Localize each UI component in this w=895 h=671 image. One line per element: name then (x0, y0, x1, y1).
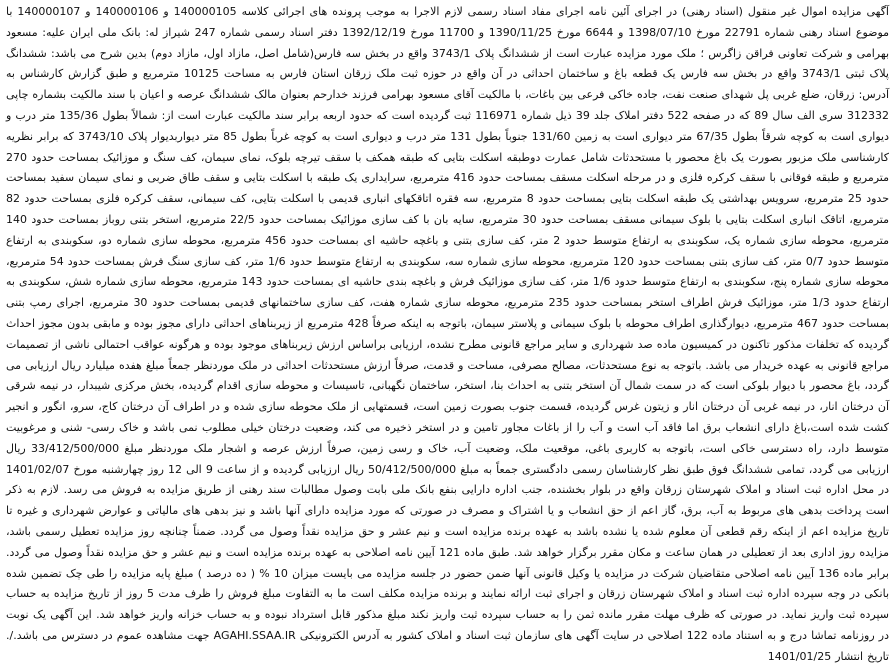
auction-notice-text: آگهی مزایده اموال غیر منقول (اسناد رهنی) در اجرای آئین نامه اجرای مفاد اسناد رسمی لازم الاجرا به موجب پرونده های اجرائی کلاسه 140000105 و 140000106 و 140000107 با موضوع اسناد رهنی شماره 22791 مورخ 1398/07/10 و 6644 مورخ 1390/11/25 و 11700 مورخ 1392/12/19 دفتر اسناد رسمی شماره 247 شیراز له: بانک ملی ایران علیه: مسعود بهرامی و شرکت تعاونی فراقن زاگرس ؛ ملک مورد مزایده عبارت است از ششدانگ پلاک 3743/1 واقع در بخش سه فارس(شامل اصل، مازاد اول، مازاد دوم) بدین شرح می باشد: ششدانگ پلاک ثبتی 3743/1 واقع در بخش سه فارس یک قطعه باغ و ساختمان احداثی در آن واقع در حوزه ثبت ملک زرقان استان فارس به مساحت 10125 مترمربع و طبق گزارش کارشناس به آدرس: زرقان، ضلع غربی پل شهدای صنعت نفت، جاده خاکی فرعی بین باغات، با مالکیت آقای مسعود بهرامی فرزند خدارحم بعنوان مالک ششدانگ عرصه و اعیان با سند مالکیت بشماره چاپی 312332 سری الف سال 89 که در صفحه 522 دفتر املاک جلد 39 ذیل شماره 116971 ثبت گردیده است که حدود اربعه برابر سند مالکیت عبارت است از: شمالاً بطول 135/36 متر درب و دیواری است به کوچه شرقاً بطول 67/35 متر دیواری است به زمین 131/60 جنوباً بطول 131 متر درب و دیواری است به کوچه غرباً بطول 85 متر دیواربدیوار پلاک 3743/10 که برابر نظریه کارشناسی ملک مزبور بصورت یک باغ محصور با مستحدثات شامل عمارت دوطبقه اسکلت بتایی که طبقه همکف با سقف تیرچه بلوک، نمای سیمان، کف سنگ و موزائیک بمساحت حدود 270 مترمربع و طبقه فوقانی با سقف کرکره فلزی و در مرحله اسکلت مسقف بمساحت حدود 416 مترمربع، سرایداری یک طبقه با اسکلت بتایی و سقف طاق ضربی و نمای سیمان سفید بمساحت حدود 25 مترمربع، سرویس بهداشتی یک طبقه اسکلت بتایی بمساحت حدود 8 مترمربع، سه فقره اتاقکهای انباری قدیمی با اسکلت بتایی، کف سیمانی، سقف کرکره فلزی بمساحت حدود 82 مترمربع، اتاقک انباری اسکلت بتایی با بلوک سیمانی مسقف بمساحت حدود 30 مترمربع، سایه بان با کف سازی موزائیک بمساحت حدود 22/5 مترمربع، استخر بتنی روباز بمساحت حدود 140 مترمربع، محوطه سازی شماره یک، سکوبندی به ارتفاع متوسط حدود 2 متر، کف سازی بتنی و باغچه حاشیه ای بمساحت حدود 456 مترمربع، محوطه سازی شماره دو، سکوبندی به ارتفاع متوسط حدود 0/7 متر، کف سازی بتنی بمساحت حدود 120 مترمربع، محوطه سازی شماره سه، سکوبندی به ارتفاع متوسط حدود 1/6 متر، کف سازی سنگ فرش بمساحت حدود 54 مترمربع، محوطه سازی شماره پنج، سکوبندی به ارتفاع متوسط حدود 1/6 متر، کف سازی موزائیک فرش و باغچه بندی حاشیه ای بمساحت حدود 143 مترمربع، محوطه سازی شماره شش، سکوبندی به ارتفاع حدود 1/3 متر، موزائیک فرش اطراف استخر بمساحت حدود 235 مترمربع، محوطه سازی شماره هفت، کف سازی ساختمانهای قدیمی بمساحت حدود 30 مترمربع، اجرای رمپ بتنی بمساحت حدود 467 مترمربع، دیوارگذاری اطراف محوطه با بلوک سیمانی و پلاستر سیمان، باتوجه به اینکه صرفاً 428 مترمربع از زیربناهای احداثی دارای مجوز بوده و مابقی بدون مجوز احداث گردیده که تخلفات مذکور تاکنون در کمیسیون ماده صد شهرداری و سایر مراجع قانونی مطرح نشده، ارزیابی براساس ارزش زیربناهای موجود بوده و هرگونه عواقب احتمالی ناشی از تصمیمات مراجع قانونی به عهده خریدار می باشد. باتوجه به نوع مستحدثات، مصالح مصرفی، مساحت و قدمت، صرفاً ارزش مستحدثات احداثی در ملک موردنظر جمعاً مبلغ هفده میلیارد ریال ارزیابی می گردد، باغ محصور با دیوار بلوکی است که در سمت شمال آن استخر بتنی به احداث بنا، استخر، ساختمان نگهبانی، تاسیسات و محوطه سازی اقدام گردیده، بخش مرکزی شیبدار، در نیمه شرقی آن درختان انار، در نیمه غربی آن درختان انار و زیتون غرس گردیده، قسمت جنوب بصورت زمین است، قسمتهایی از ملک محوطه سازی شده و در اطراف آن درختان کاج، سرو، انگور و انجیر کشت شده است،باغ دارای انشعاب برق اما فاقد آب است و آب را از باغات مجاور تامین و در استخر ذخیره می کند، وضعیت درختان خیلی مطلوب نمی باشد و خاک رسی- شنی و مرغوبیت متوسط دارد، راه دسترسی خاکی است، باتوجه به کاربری باغی، موقعیت ملک، وضعیت آب، خاک و رسی زمین، صرفاً ارزش عرصه و اشجار ملک موردنظر مبلغ 33/412/500/000 ریال ارزیابی می گردد، تمامی ششدانگ فوق طبق نظر کارشناسان رسمی دادگستری جمعاً به مبلغ 50/412/500/000 ریال ارزیابی گردیده و از ساعت 9 الی 12 روز چهارشنبه مورخ 1401/02/07 در محل اداره ثبت اسناد و املاک شهرستان زرقان واقع در بلوار بخشنده، جنب اداره دارایی بنفع بانک ملی بابت وصول مطالبات سند رهنی از طریق مزایده به فروش می رسد. لازم به ذکر است پرداخت بدهی های مربوط به آب، برق، گاز اعم از حق انشعاب و یا اشتراک و مصرف در صورتی که مورد مزایده دارای آنها باشد و نیز بدهی های مالیاتی و عوارض شهرداری و غیره تا تاریخ مزایده اعم از اینکه رقم قطعی آن معلوم شده یا نشده باشد به عهده برنده مزایده است و نیم عشر و حق مزایده نقداً وصول می گردد. ضمناً چنانچه روز مزایده تعطیل رسمی باشد، مزایده روز اداری بعد از تعطیلی در همان ساعت و مکان مقرر برگزار خواهد شد. طبق ماده 121 آیین نامه اصلاحی به عهده برنده مزایده است و نیم عشر و حق مزایده نقداً وصول می گردد. برابر ماده 136 آیین نامه اصلاحی متقاضیان شرکت در مزایده یا وکیل قانونی آنها ضمن حضور در جلسه مزایده می بایست میزان 10 % ( ده درصد ) مبلغ پایه مزایده را طی چک تضمین شده بانکی در وجه سپرده اداره ثبت اسناد و املاک شهرستان زرقان و اجرای ثبت ارائه نمایند و برنده مزایده مکلف است ما به التفاوت مبلغ فروش را ظرف مدت 5 روز از تاریخ مزایده به حساب سپرده ثبت واریز نماید. در صورتی که ظرف مهلت مقرر مانده ثمن را به حساب سپرده ثبت واریز نکند مبلغ مذکور قابل استرداد نبوده و به حساب خزانه واریز خواهد شد. این آگهی یک نوبت در روزنامه تماشا درج و به استناد ماده 122 اصلاحی در سایت آگهی های سازمان ثبت اسناد و املاک کشور به آدرس الکترونیکی AGAHI.SSAA.IR جهت مشاهده عموم در دسترس می باشد./. تاریخ انتشار 1401/01/25 (6, 5, 890, 663)
